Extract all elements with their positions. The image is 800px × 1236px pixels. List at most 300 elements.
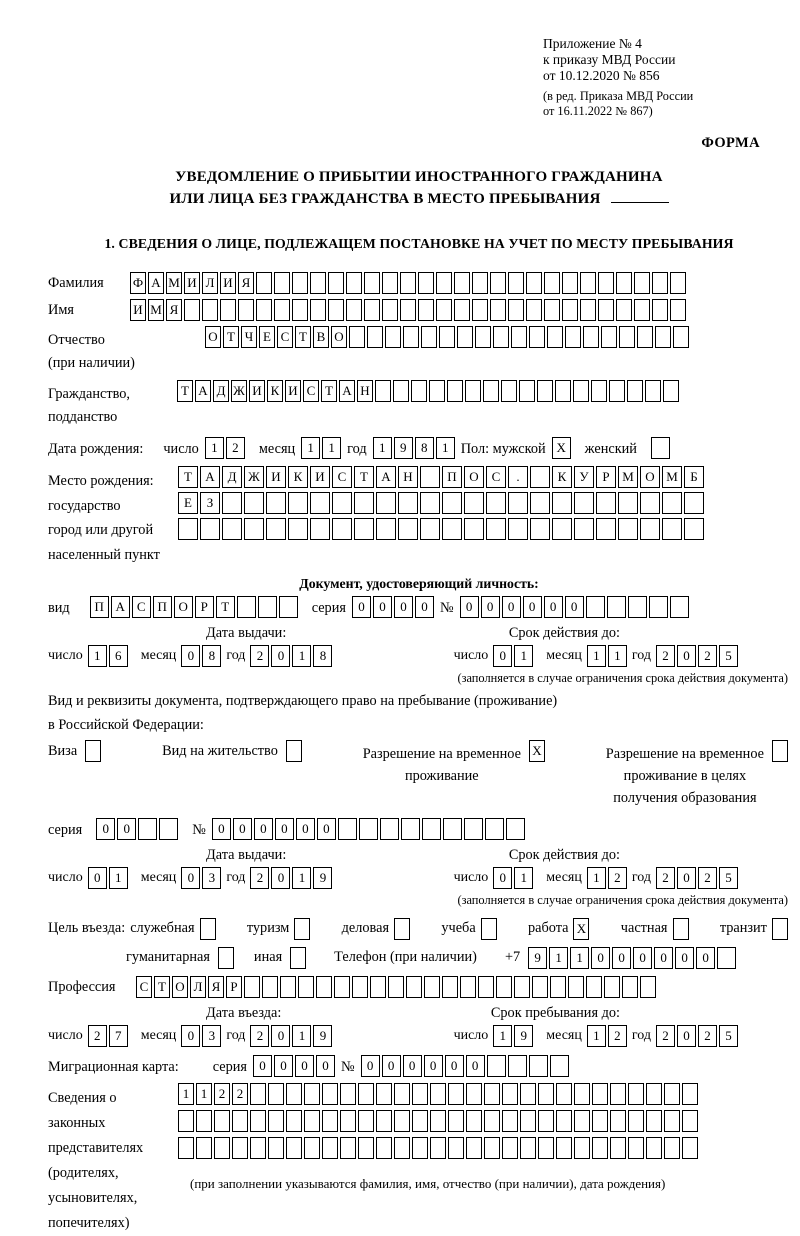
form-cell[interactable]: Т: [177, 380, 193, 402]
doc-exp-month-cells[interactable]: [587, 645, 627, 667]
form-cell[interactable]: [279, 596, 298, 618]
form-cell[interactable]: [250, 1110, 266, 1132]
form-cell[interactable]: 2: [214, 1083, 230, 1105]
form-cell[interactable]: С: [136, 976, 152, 998]
form-cell[interactable]: [610, 1137, 626, 1159]
form-cell[interactable]: 1: [178, 1083, 194, 1105]
form-cell[interactable]: [530, 492, 550, 514]
form-cell[interactable]: [401, 818, 420, 840]
form-cell[interactable]: 0: [502, 596, 521, 618]
form-cell[interactable]: Т: [178, 466, 198, 488]
form-cell[interactable]: [354, 518, 374, 540]
form-cell[interactable]: 0: [254, 818, 273, 840]
form-cell[interactable]: [322, 1083, 338, 1105]
form-cell[interactable]: 1: [322, 437, 341, 459]
form-cell[interactable]: [618, 492, 638, 514]
form-cell[interactable]: [580, 299, 596, 321]
form-cell[interactable]: [486, 518, 506, 540]
form-cell[interactable]: Е: [178, 492, 198, 514]
form-cell[interactable]: [394, 1137, 410, 1159]
birthplace-cells-row2[interactable]: [178, 492, 704, 514]
form-cell[interactable]: [244, 976, 260, 998]
form-cell[interactable]: [138, 818, 157, 840]
form-cell[interactable]: 1: [570, 947, 589, 969]
form-cell[interactable]: [268, 1137, 284, 1159]
form-cell[interactable]: [556, 1083, 572, 1105]
form-cell[interactable]: 2: [656, 867, 675, 889]
sex-female-checkbox[interactable]: [651, 437, 670, 459]
form-cell[interactable]: [628, 596, 647, 618]
form-cell[interactable]: [447, 380, 463, 402]
purpose-business-checkbox[interactable]: [394, 918, 410, 940]
form-cell[interactable]: 9: [313, 1025, 332, 1047]
form-cell[interactable]: [502, 1110, 518, 1132]
doc-number-cells[interactable]: [460, 596, 689, 618]
form-cell[interactable]: [673, 326, 689, 348]
form-cell[interactable]: [537, 380, 553, 402]
doc-issue-day-cells[interactable]: [88, 645, 128, 667]
form-cell[interactable]: Ж: [231, 380, 247, 402]
form-cell[interactable]: [520, 1137, 536, 1159]
form-cell[interactable]: [382, 272, 398, 294]
form-cell[interactable]: [328, 272, 344, 294]
form-cell[interactable]: [574, 1110, 590, 1132]
form-cell[interactable]: [376, 1110, 392, 1132]
doc2-issue-year-cells[interactable]: [250, 867, 332, 889]
purpose-work-checkbox[interactable]: [573, 918, 589, 940]
form-cell[interactable]: 2: [250, 1025, 269, 1047]
form-cell[interactable]: 0: [361, 1055, 380, 1077]
form-cell[interactable]: 1: [587, 645, 606, 667]
form-cell[interactable]: 2: [250, 867, 269, 889]
form-cell[interactable]: [429, 380, 445, 402]
form-cell[interactable]: 0: [677, 645, 696, 667]
form-cell[interactable]: [682, 1137, 698, 1159]
form-cell[interactable]: 5: [719, 1025, 738, 1047]
form-cell[interactable]: [376, 1137, 392, 1159]
purpose-humanitarian-checkbox[interactable]: [218, 947, 234, 969]
stay-year-cells[interactable]: [656, 1025, 738, 1047]
form-cell[interactable]: [508, 1055, 527, 1077]
purpose-official-checkbox[interactable]: [200, 918, 216, 940]
form-cell[interactable]: [628, 1083, 644, 1105]
form-cell[interactable]: [475, 326, 491, 348]
purpose-other-checkbox[interactable]: [290, 947, 306, 969]
form-cell[interactable]: Л: [190, 976, 206, 998]
form-cell[interactable]: [358, 1110, 374, 1132]
birthplace-cells-row3[interactable]: [178, 518, 704, 540]
form-cell[interactable]: Я: [166, 299, 182, 321]
form-cell[interactable]: [538, 1083, 554, 1105]
form-cell[interactable]: [358, 1137, 374, 1159]
form-cell[interactable]: 1: [196, 1083, 212, 1105]
form-cell[interactable]: [178, 1110, 194, 1132]
form-cell[interactable]: 0: [394, 596, 413, 618]
form-cell[interactable]: [684, 492, 704, 514]
form-cell[interactable]: [652, 299, 668, 321]
form-cell[interactable]: [472, 299, 488, 321]
form-cell[interactable]: [682, 1110, 698, 1132]
form-cell[interactable]: [552, 492, 572, 514]
form-cell[interactable]: Е: [259, 326, 275, 348]
form-cell[interactable]: М: [662, 466, 682, 488]
entry-day-cells[interactable]: [88, 1025, 128, 1047]
form-cell[interactable]: [772, 740, 788, 762]
patronymic-cells[interactable]: [205, 326, 689, 348]
form-cell[interactable]: 0: [677, 867, 696, 889]
form-cell[interactable]: [294, 918, 310, 940]
doc2-exp-day-cells[interactable]: [493, 867, 533, 889]
form-cell[interactable]: [508, 492, 528, 514]
form-cell[interactable]: 1: [88, 645, 107, 667]
form-cell[interactable]: [238, 299, 254, 321]
form-cell[interactable]: [400, 299, 416, 321]
dob-year-cells[interactable]: [373, 437, 455, 459]
doc2-exp-year-cells[interactable]: [656, 867, 738, 889]
form-cell[interactable]: [529, 1055, 548, 1077]
form-cell[interactable]: [258, 596, 277, 618]
form-cell[interactable]: [424, 976, 440, 998]
form-cell[interactable]: 2: [656, 645, 675, 667]
form-cell[interactable]: [403, 326, 419, 348]
stay-month-cells[interactable]: [587, 1025, 627, 1047]
form-cell[interactable]: [310, 272, 326, 294]
form-cell[interactable]: [610, 1110, 626, 1132]
form-cell[interactable]: [464, 818, 483, 840]
form-cell[interactable]: 0: [271, 1025, 290, 1047]
form-cell[interactable]: С: [332, 466, 352, 488]
form-cell[interactable]: 0: [696, 947, 715, 969]
form-cell[interactable]: [286, 740, 302, 762]
form-cell[interactable]: [338, 818, 357, 840]
form-cell[interactable]: Б: [684, 466, 704, 488]
form-cell[interactable]: 0: [317, 818, 336, 840]
form-cell[interactable]: [544, 299, 560, 321]
form-cell[interactable]: Т: [216, 596, 235, 618]
form-cell[interactable]: [232, 1137, 248, 1159]
form-cell[interactable]: [406, 976, 422, 998]
sex-male-checkbox[interactable]: [552, 437, 571, 459]
form-cell[interactable]: [634, 272, 650, 294]
form-cell[interactable]: [502, 1137, 518, 1159]
form-cell[interactable]: 1: [587, 867, 606, 889]
form-cell[interactable]: К: [267, 380, 283, 402]
form-cell[interactable]: 5: [719, 645, 738, 667]
form-cell[interactable]: А: [148, 272, 164, 294]
form-cell[interactable]: [448, 1137, 464, 1159]
form-cell[interactable]: [304, 1110, 320, 1132]
form-cell[interactable]: [178, 1137, 194, 1159]
form-cell[interactable]: Р: [195, 596, 214, 618]
form-cell[interactable]: 0: [181, 867, 200, 889]
form-cell[interactable]: [673, 918, 689, 940]
form-cell[interactable]: 2: [608, 867, 627, 889]
form-cell[interactable]: [385, 326, 401, 348]
form-cell[interactable]: [200, 518, 220, 540]
form-cell[interactable]: 1: [608, 645, 627, 667]
form-cell[interactable]: 0: [460, 596, 479, 618]
form-cell[interactable]: [662, 492, 682, 514]
form-cell[interactable]: Ф: [130, 272, 146, 294]
form-cell[interactable]: [304, 1083, 320, 1105]
form-cell[interactable]: [418, 299, 434, 321]
form-cell[interactable]: [292, 299, 308, 321]
form-cell[interactable]: [375, 380, 391, 402]
form-cell[interactable]: [268, 1083, 284, 1105]
form-cell[interactable]: [422, 818, 441, 840]
form-cell[interactable]: [502, 1083, 518, 1105]
form-cell[interactable]: [493, 326, 509, 348]
form-cell[interactable]: [662, 518, 682, 540]
form-cell[interactable]: 0: [296, 818, 315, 840]
form-cell[interactable]: А: [339, 380, 355, 402]
form-cell[interactable]: [646, 1110, 662, 1132]
phone-cells[interactable]: [528, 947, 736, 969]
form-cell[interactable]: [358, 1083, 374, 1105]
form-cell[interactable]: И: [249, 380, 265, 402]
form-cell[interactable]: [376, 518, 396, 540]
form-cell[interactable]: [328, 299, 344, 321]
form-cell[interactable]: П: [90, 596, 109, 618]
form-cell[interactable]: К: [288, 466, 308, 488]
form-cell[interactable]: [472, 272, 488, 294]
form-cell[interactable]: [562, 272, 578, 294]
form-cell[interactable]: [565, 326, 581, 348]
form-cell[interactable]: И: [184, 272, 200, 294]
form-cell[interactable]: [85, 740, 101, 762]
form-cell[interactable]: [370, 976, 386, 998]
form-cell[interactable]: О: [172, 976, 188, 998]
form-cell[interactable]: Д: [213, 380, 229, 402]
form-cell[interactable]: [591, 380, 607, 402]
form-cell[interactable]: 0: [382, 1055, 401, 1077]
form-cell[interactable]: 0: [445, 1055, 464, 1077]
form-cell[interactable]: [555, 380, 571, 402]
form-cell[interactable]: [619, 326, 635, 348]
form-cell[interactable]: [214, 1137, 230, 1159]
form-cell[interactable]: [412, 1110, 428, 1132]
form-cell[interactable]: О: [640, 466, 660, 488]
form-cell[interactable]: [394, 1110, 410, 1132]
form-cell[interactable]: [322, 1137, 338, 1159]
form-cell[interactable]: [651, 437, 670, 459]
form-cell[interactable]: [288, 518, 308, 540]
form-cell[interactable]: [514, 976, 530, 998]
form-cell[interactable]: [394, 1083, 410, 1105]
form-cell[interactable]: [508, 299, 524, 321]
form-cell[interactable]: [436, 299, 452, 321]
form-cell[interactable]: 9: [514, 1025, 533, 1047]
doc-exp-year-cells[interactable]: [656, 645, 738, 667]
form-cell[interactable]: Я: [208, 976, 224, 998]
form-cell[interactable]: [411, 380, 427, 402]
form-cell[interactable]: М: [148, 299, 164, 321]
form-cell[interactable]: [550, 976, 566, 998]
form-cell[interactable]: [684, 518, 704, 540]
form-cell[interactable]: 1: [292, 1025, 311, 1047]
birthplace-cells-row1[interactable]: [178, 466, 704, 488]
form-cell[interactable]: [645, 380, 661, 402]
citizenship-cells[interactable]: [177, 380, 679, 402]
form-cell[interactable]: [359, 818, 378, 840]
form-cell[interactable]: И: [266, 466, 286, 488]
form-cell[interactable]: .: [508, 466, 528, 488]
form-cell[interactable]: [332, 492, 352, 514]
form-cell[interactable]: [214, 1110, 230, 1132]
form-cell[interactable]: [596, 518, 616, 540]
doc2-exp-month-cells[interactable]: [587, 867, 627, 889]
form-cell[interactable]: [640, 976, 656, 998]
form-cell[interactable]: [412, 1083, 428, 1105]
form-cell[interactable]: [340, 1083, 356, 1105]
form-cell[interactable]: [573, 380, 589, 402]
form-cell[interactable]: [530, 518, 550, 540]
form-cell[interactable]: [367, 326, 383, 348]
form-cell[interactable]: 8: [313, 645, 332, 667]
form-cell[interactable]: [547, 326, 563, 348]
form-cell[interactable]: [352, 976, 368, 998]
form-cell[interactable]: [592, 1137, 608, 1159]
form-cell[interactable]: [538, 1110, 554, 1132]
form-cell[interactable]: [442, 518, 462, 540]
form-cell[interactable]: [266, 492, 286, 514]
form-cell[interactable]: [398, 492, 418, 514]
form-cell[interactable]: [332, 518, 352, 540]
form-cell[interactable]: 1: [301, 437, 320, 459]
form-cell[interactable]: [485, 818, 504, 840]
form-cell[interactable]: [627, 380, 643, 402]
form-cell[interactable]: [496, 976, 512, 998]
form-cell[interactable]: [454, 299, 470, 321]
form-cell[interactable]: [262, 976, 278, 998]
form-cell[interactable]: [430, 1137, 446, 1159]
form-cell[interactable]: З: [200, 492, 220, 514]
form-cell[interactable]: [618, 518, 638, 540]
form-cell[interactable]: 0: [493, 645, 512, 667]
form-cell[interactable]: 3: [202, 867, 221, 889]
form-cell[interactable]: Ч: [241, 326, 257, 348]
form-cell[interactable]: [316, 976, 332, 998]
form-cell[interactable]: 8: [202, 645, 221, 667]
form-cell[interactable]: [586, 976, 602, 998]
form-cell[interactable]: [184, 299, 200, 321]
form-cell[interactable]: 1: [292, 645, 311, 667]
form-cell[interactable]: [519, 380, 535, 402]
form-cell[interactable]: [640, 518, 660, 540]
form-cell[interactable]: [418, 272, 434, 294]
form-cell[interactable]: 6: [109, 645, 128, 667]
form-cell[interactable]: [580, 272, 596, 294]
form-cell[interactable]: У: [574, 466, 594, 488]
form-cell[interactable]: 9: [394, 437, 413, 459]
form-cell[interactable]: [508, 518, 528, 540]
form-cell[interactable]: [280, 976, 296, 998]
form-cell[interactable]: 1: [514, 867, 533, 889]
form-cell[interactable]: [520, 1110, 536, 1132]
profession-cells[interactable]: [136, 976, 656, 998]
form-cell[interactable]: 0: [466, 1055, 485, 1077]
form-cell[interactable]: Д: [222, 466, 242, 488]
form-cell[interactable]: [220, 299, 236, 321]
form-cell[interactable]: [464, 492, 484, 514]
form-cell[interactable]: 3: [202, 1025, 221, 1047]
doc2-series-cells[interactable]: [96, 818, 178, 840]
form-cell[interactable]: [443, 818, 462, 840]
form-cell[interactable]: [244, 492, 264, 514]
form-cell[interactable]: И: [220, 272, 236, 294]
form-cell[interactable]: С: [132, 596, 151, 618]
form-cell[interactable]: 0: [316, 1055, 335, 1077]
legal-reps-cells-row1[interactable]: [178, 1083, 698, 1105]
form-cell[interactable]: Т: [321, 380, 337, 402]
form-cell[interactable]: [420, 492, 440, 514]
form-cell[interactable]: И: [285, 380, 301, 402]
form-cell[interactable]: [346, 299, 362, 321]
form-cell[interactable]: [421, 326, 437, 348]
form-cell[interactable]: [286, 1083, 302, 1105]
form-cell[interactable]: О: [205, 326, 221, 348]
form-cell[interactable]: [484, 1137, 500, 1159]
legal-reps-cells-row3[interactable]: [178, 1137, 698, 1159]
residence-permit-checkbox[interactable]: [286, 740, 302, 762]
form-cell[interactable]: 0: [88, 867, 107, 889]
form-cell[interactable]: [682, 1083, 698, 1105]
form-cell[interactable]: 5: [719, 867, 738, 889]
form-cell[interactable]: [646, 1083, 662, 1105]
form-cell[interactable]: Л: [202, 272, 218, 294]
form-cell[interactable]: 2: [250, 645, 269, 667]
form-cell[interactable]: 0: [295, 1055, 314, 1077]
doc2-number-cells[interactable]: [212, 818, 525, 840]
form-cell[interactable]: [664, 1137, 680, 1159]
doc-issue-month-cells[interactable]: [181, 645, 221, 667]
form-cell[interactable]: [310, 518, 330, 540]
form-cell[interactable]: [237, 596, 256, 618]
form-cell[interactable]: 0: [523, 596, 542, 618]
purpose-transit-checkbox[interactable]: [772, 918, 788, 940]
form-cell[interactable]: [544, 272, 560, 294]
form-cell[interactable]: [274, 272, 290, 294]
form-cell[interactable]: А: [111, 596, 130, 618]
form-cell[interactable]: [340, 1110, 356, 1132]
form-cell[interactable]: [436, 272, 452, 294]
form-cell[interactable]: 0: [274, 1055, 293, 1077]
form-cell[interactable]: 0: [352, 596, 371, 618]
form-cell[interactable]: 0: [181, 1025, 200, 1047]
form-cell[interactable]: [398, 518, 418, 540]
form-cell[interactable]: [394, 918, 410, 940]
form-cell[interactable]: [304, 1137, 320, 1159]
form-cell[interactable]: 0: [117, 818, 136, 840]
form-cell[interactable]: [430, 1110, 446, 1132]
entry-month-cells[interactable]: [181, 1025, 221, 1047]
form-cell[interactable]: [526, 272, 542, 294]
form-cell[interactable]: [484, 1083, 500, 1105]
form-cell[interactable]: X: [552, 437, 571, 459]
form-cell[interactable]: [250, 1137, 266, 1159]
form-cell[interactable]: [298, 976, 314, 998]
edu-permit-checkbox[interactable]: [772, 740, 788, 762]
form-cell[interactable]: [364, 299, 380, 321]
form-cell[interactable]: 2: [698, 867, 717, 889]
form-cell[interactable]: А: [195, 380, 211, 402]
form-cell[interactable]: [346, 272, 362, 294]
form-cell[interactable]: М: [618, 466, 638, 488]
form-cell[interactable]: А: [200, 466, 220, 488]
form-cell[interactable]: 0: [544, 596, 563, 618]
form-cell[interactable]: [382, 299, 398, 321]
form-cell[interactable]: [628, 1137, 644, 1159]
